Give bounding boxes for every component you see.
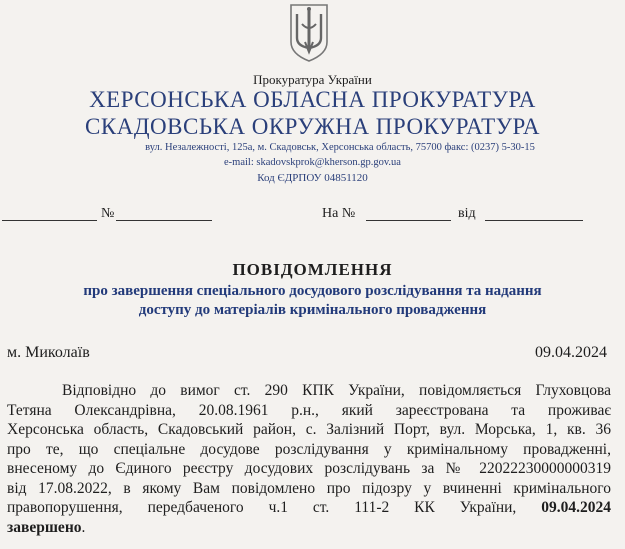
- document-date: 09.04.2024: [535, 344, 607, 361]
- office-name-regional: ХЕРСОНСЬКА ОБЛАСНА ПРОКУРАТУРА: [89, 87, 536, 112]
- body-line-text: правопорушення, передбаченого ч.1 ст. 111-2 КК України,: [7, 499, 517, 516]
- edrpou-code: Код ЄДРПОУ 04851120: [257, 172, 368, 184]
- registration-line: [0, 206, 625, 226]
- incoming-date-blank: [485, 220, 583, 221]
- body-line: внесеному до Єдиного реєстру досудових розслідувань за № 22022230000000319: [7, 460, 611, 477]
- body-line: про те, що спеціальне досудове розслідування у кримінальному провадженні,: [7, 440, 611, 458]
- notice-body: [7, 381, 611, 537]
- outgoing-date-blank: [2, 220, 97, 221]
- parent-organization: Прокуратура України: [253, 72, 372, 87]
- body-line: Тетяна Олександрівна, 20.08.1961 р.н., який зареєстрована та проживає: [7, 401, 611, 419]
- body-line: [7, 498, 611, 518]
- completion-status: завершено: [7, 518, 82, 536]
- notice-title: ПОВІДОМЛЕННЯ: [232, 260, 393, 279]
- office-email: e-mail: skadovskprok@kherson.gp.gov.ua: [224, 157, 401, 168]
- document-city: м. Миколаїв: [7, 344, 90, 361]
- trident-emblem-icon: [288, 2, 330, 64]
- body-line-end: .: [81, 518, 86, 536]
- completion-date: 09.04.2024: [541, 499, 611, 516]
- body-line: Відповідно до вимог ст. 290 КПК України, повідомляється Глуховцова: [62, 382, 611, 399]
- outgoing-number-blank: [116, 220, 212, 221]
- body-line: Херсонська область, Скадовський район, с. Залізний Порт, вул. Морська, 1, кв. 36: [7, 421, 611, 438]
- body-line: від 17.08.2022, в якому Вам повідомлено про підозру у вчиненні кримінального: [7, 479, 611, 497]
- incoming-number-label: На №: [322, 206, 356, 221]
- incoming-date-label: від: [458, 206, 476, 221]
- outgoing-number-label: №: [101, 206, 115, 221]
- incoming-number-blank: [366, 220, 451, 221]
- notice-subtitle-line2: доступу до матеріалів кримінального провадження: [138, 302, 487, 318]
- body-line: [7, 518, 611, 538]
- office-name-district: СКАДОВСЬКА ОКРУЖНА ПРОКУРАТУРА: [85, 114, 540, 139]
- notice-subtitle-line1: про завершення спеціального досудового розслідування та надання: [83, 283, 542, 299]
- office-address: вул. Незалежності, 125а, м. Скадовськ, Херсонська область, 75700 факс: (0237) 5-30-15: [145, 142, 535, 153]
